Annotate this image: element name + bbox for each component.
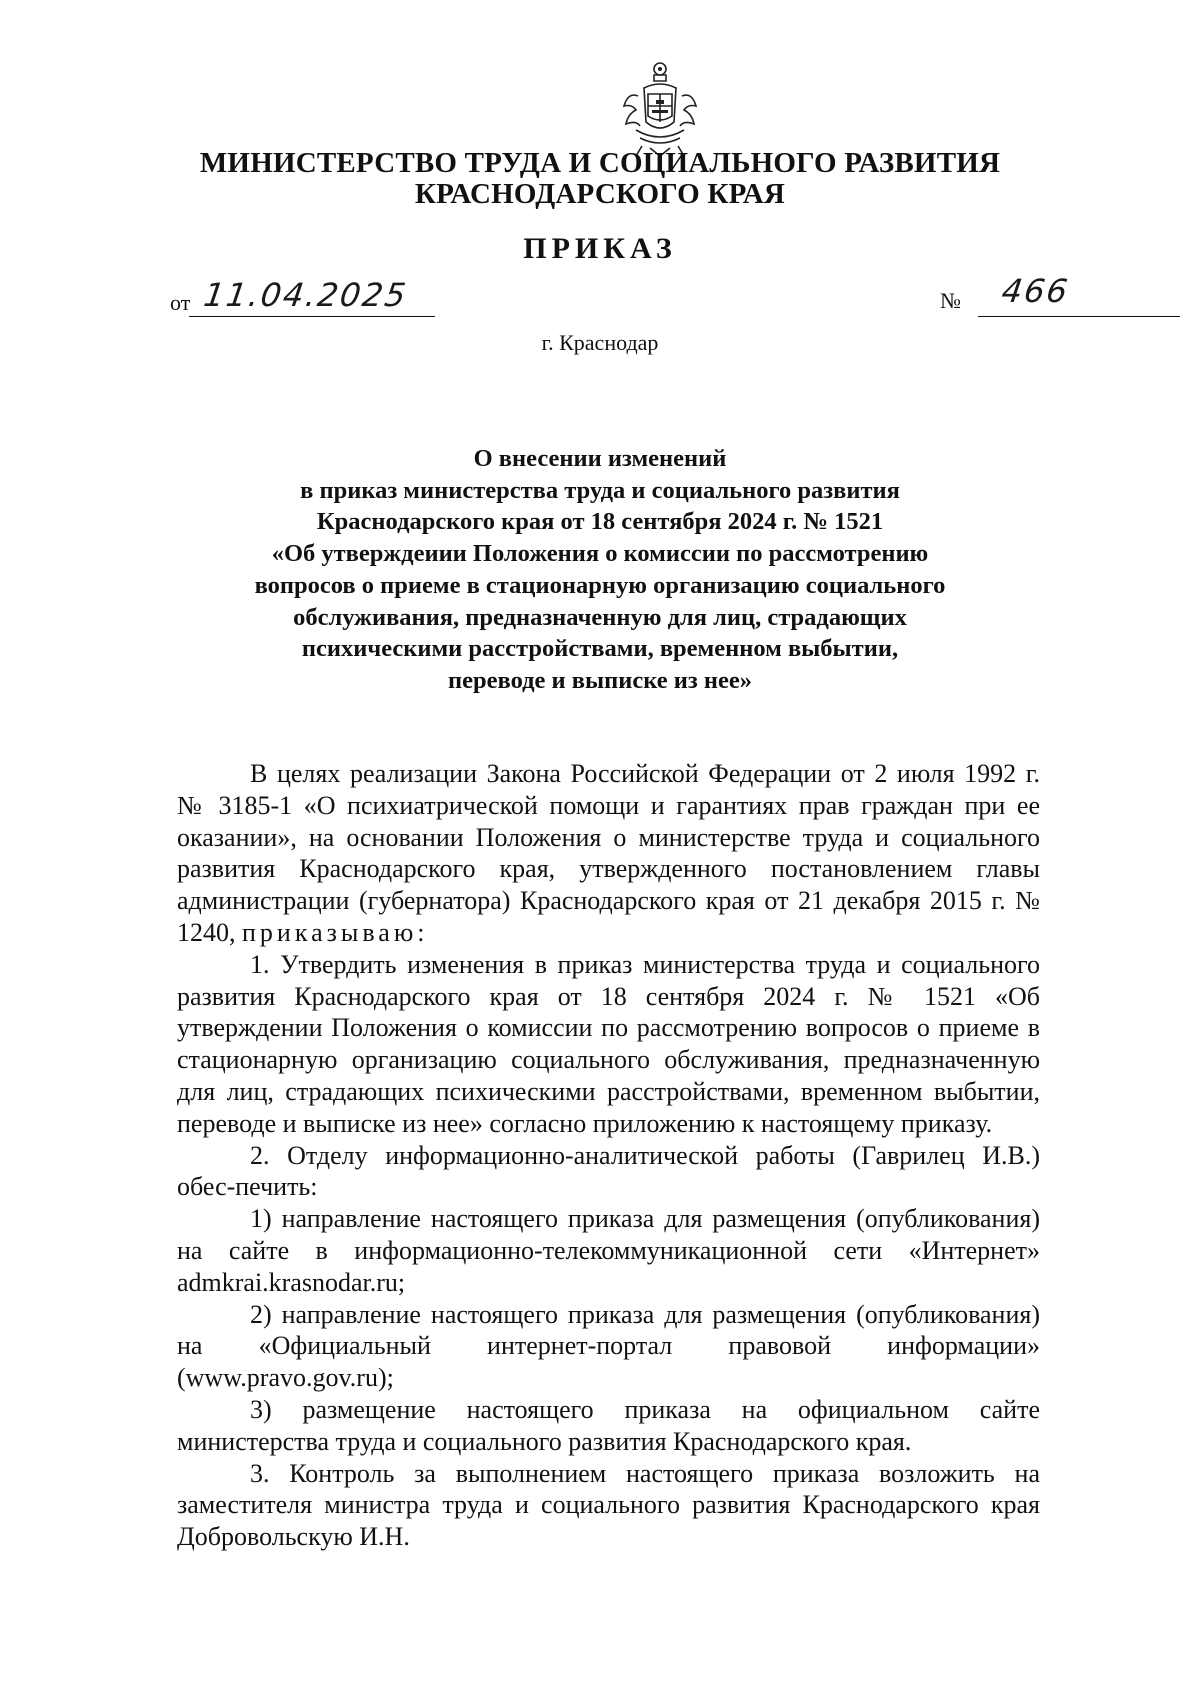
order-title: ПРИКАЗ	[523, 232, 677, 265]
coat-of-arms-emblem	[620, 60, 700, 160]
order-body	[177, 758, 1040, 1553]
handwritten-number: 466	[999, 272, 1072, 310]
subject-line: О внесении изменений	[473, 445, 727, 472]
ministry-name-line1: МИНИСТЕРСТВО ТРУДА И СОЦИАЛЬНОГО РАЗВИТИЯ	[199, 147, 1001, 179]
subject-line: психическими расстройствами, временном выбытии,	[301, 635, 899, 663]
subject-line: переводе и выписке из нее»	[448, 666, 752, 694]
decree-word: приказываю:	[242, 917, 429, 947]
item-2-1: 1) направление настоящего приказа для размещения (опубликования) на сайте в информационно-телекоммуникационной сети «Интернет» admkrai.krasnodar.ru;	[177, 1204, 1040, 1297]
date-prefix: от	[170, 290, 191, 315]
ministry-name-line2: КРАСНОДАРСКОГО КРАЯ	[414, 178, 786, 210]
date-underline	[189, 316, 435, 317]
number-underline	[978, 316, 1180, 317]
item-2: 2. Отделу информационно-аналитической работы (Гаврилец И.В.) обес-печить:	[177, 1140, 1040, 1202]
city: г. Краснодар	[541, 330, 659, 355]
number-prefix: №	[940, 288, 961, 313]
handwritten-date: 11.04.2025	[201, 276, 410, 314]
item-3: 3. Контроль за выполнением настоящего приказа возложить на заместителя министра труда и социального развития Краснодарского края Добровольскую И.Н.	[177, 1458, 1040, 1552]
item-1: 1. Утвердить изменения в приказ министерства труда и социального развития Краснодарского края от 18 сентября 2024 г. № 1521 «Об утверждении Положения о комиссии по рассмотрению вопросов о приеме в стационарную организацию социального обслуживания, предназначенную для лиц, страдающих психическими расстройствами, временном выбытии, переводе и выписке из нее» согласно приложению к настоящему приказу.	[177, 949, 1040, 1138]
subject-line: вопросов о приеме в стационарную организацию социального	[254, 571, 946, 599]
subject-line: в приказ министерства труда и социального развития	[300, 476, 900, 504]
subject-line: обслуживания, предназначенную для лиц, страдающих	[293, 603, 907, 631]
subject-line: «Об утверждеиии Положения о комиссии по рассмотрению	[271, 540, 929, 568]
subject-line: Краснодарского края от 18 сентября 2024 г. № 1521	[316, 508, 884, 536]
order-subject	[150, 443, 1050, 697]
preamble-text: В целях реализации Закона Российской Федерации от 2 июля 1992 г. № 3185-1 «О психиатрической помощи и гарантиях прав граждан при ее оказании», на основании Положения о министерстве труда и социального развития Краснодарского края, утвержденного постановлением главы администрации (губернатора) Краснодарского края от 21 декабря 2015 г. № 1240,	[177, 759, 1040, 947]
preamble-paragraph	[177, 758, 1040, 949]
item-2-2: 2) направление настоящего приказа для размещения (опубликования) на «Официальный интернет-портал правовой информации» (www.pravo.gov.ru);	[177, 1299, 1040, 1393]
item-2-3: 3) размещение настоящего приказа на официальном сайте министерства труда и социального развития Краснодарского края.	[177, 1394, 1040, 1456]
